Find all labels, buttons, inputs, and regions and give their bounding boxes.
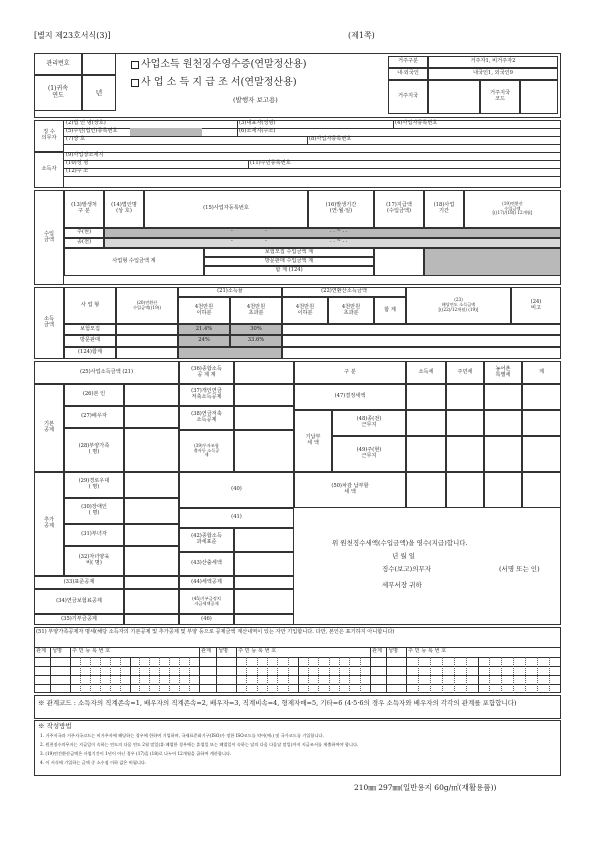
- h16: (16)발생기간 (연·월·일): [308, 190, 374, 228]
- row-ins-amount[interactable]: [116, 324, 178, 335]
- title-receipt: [131, 60, 307, 70]
- mgmt-no-field[interactable]: [82, 53, 116, 75]
- id-digit-divider: [360, 657, 361, 693]
- f5-label: (5)주민(법인)등록번호: [66, 128, 118, 134]
- relation-note: ※ 관계코드 : 소득자의 직계존속=1, 배우자의 직계존속=2, 배우자=3, 직계비속=4, 형제자매=5, 기타=6 (4·5·6의 경우 소득자와 배우자의 각각의 관계를 포함합니다): [38, 699, 517, 707]
- h13: (13)발생처 구 분: [64, 190, 104, 228]
- f48-total[interactable]: [522, 410, 561, 436]
- f29-value[interactable]: [124, 472, 179, 498]
- h17: (17)지급액 (수입금액): [374, 190, 424, 228]
- country-code-field[interactable]: [520, 80, 558, 114]
- f25: (25)사업소득금액 (21): [34, 361, 179, 384]
- country-field[interactable]: [428, 80, 480, 114]
- f42-value[interactable]: [234, 528, 294, 552]
- instructions-title: ※ 작성방법: [38, 722, 72, 730]
- extra-section-label: 추가 공제: [34, 472, 64, 576]
- id-digit-divider: [430, 657, 431, 693]
- tax-office: 세무서장 귀하: [382, 581, 422, 589]
- f34: (34)연금보험료공제: [34, 589, 124, 614]
- f27-value[interactable]: [124, 406, 179, 428]
- f28: (28)부양가족 ( 명): [64, 428, 124, 472]
- calc-section-label: 소득 금액: [34, 287, 64, 359]
- f46: (46): [179, 614, 234, 625]
- f11-label: (11)주민등록번호: [250, 160, 291, 166]
- h20: (20)연환산 수입금액((19)): [116, 287, 178, 324]
- f41: (41): [179, 508, 294, 528]
- f36: (36)종합소득 공 제 계: [179, 361, 234, 384]
- paid-label: 기납부 세 액: [294, 410, 332, 472]
- row-total-label: (124)합계: [64, 347, 116, 359]
- row-main-dash1: -: [231, 228, 233, 234]
- form-id: [별지 제23호서식(3)]: [34, 31, 111, 40]
- f49: (49)주(현) 근무지: [332, 436, 406, 472]
- h18: (18)사업 기간: [424, 190, 464, 228]
- f36-value[interactable]: [234, 361, 294, 384]
- id-digit-divider: [537, 657, 538, 693]
- basic-section-label: 기본 공제: [34, 384, 64, 472]
- id-digit-divider: [277, 657, 278, 693]
- f45-value[interactable]: [234, 589, 294, 614]
- title-report: [131, 78, 297, 88]
- tax-h-farm: 농어촌 특별세: [484, 361, 522, 384]
- dep-col-name-1: 성명: [52, 648, 63, 654]
- f33: (33)표준공제: [34, 576, 124, 589]
- f44-value[interactable]: [234, 576, 294, 589]
- f29: (29)경로우대 ( 명): [64, 472, 124, 498]
- id-digit-divider: [466, 657, 467, 693]
- f50-income[interactable]: [406, 472, 446, 508]
- id-digit-divider: [189, 657, 190, 693]
- f2-label: (2)법 인 명(상호): [66, 120, 106, 126]
- row-sub-dash1: -: [231, 238, 233, 244]
- country-label: 거주지국: [388, 80, 428, 114]
- report-checkbox[interactable]: [131, 79, 139, 87]
- f12-label: (12)주 소: [66, 168, 89, 174]
- f38: (38)연금저축 소득공제: [179, 406, 234, 430]
- f35-value[interactable]: [124, 614, 179, 625]
- id-digit-divider: [478, 657, 479, 693]
- h-type: 사 업 형: [64, 287, 116, 324]
- mgmt-no-label: 관리번호: [34, 53, 82, 75]
- id-digit-divider: [525, 657, 526, 693]
- payer-sign-label: 징수(보고)의무자: [382, 565, 432, 573]
- h19: (19)연환산 수입금액 [((17)/(18)) 12개월]: [464, 190, 561, 228]
- id-digit-divider: [318, 657, 319, 693]
- row-main-dash2: -: [265, 228, 267, 234]
- tax-h-local: 주민세: [446, 361, 484, 384]
- h-sum: 합 계: [374, 297, 406, 324]
- dep-col-id-3: 주 민 등 록 번 호: [408, 648, 447, 654]
- h23: (23) 해당연도 소득금액 [((22)/12개월) (19)]: [406, 287, 511, 324]
- f26-value[interactable]: [124, 384, 179, 406]
- door-rate-b: 33.6%: [230, 335, 282, 347]
- f30-value[interactable]: [124, 498, 179, 524]
- f49-income[interactable]: [406, 436, 446, 472]
- id-digit-divider: [159, 657, 160, 693]
- f42: (42)종합소득 과세표준: [179, 528, 234, 552]
- f35: (35)기부금공제: [34, 614, 124, 625]
- f38-value[interactable]: [234, 406, 294, 430]
- f37: (37)개인연금 저축소득공제: [179, 384, 234, 406]
- id-digit-divider: [110, 657, 111, 693]
- f10-label: (10)성 명: [66, 160, 89, 166]
- f34-value[interactable]: [124, 589, 179, 614]
- f47-farm[interactable]: [484, 384, 522, 410]
- f48-income[interactable]: [406, 410, 446, 436]
- title-report-text: 사 업 소 득 지 급 조 서(연말정산용): [141, 77, 297, 88]
- dep-col-rel-2: 관계: [201, 648, 212, 654]
- id-digit-divider: [349, 657, 350, 693]
- h24: (24) 비고: [511, 287, 561, 324]
- f44: (44)세액공제: [179, 576, 234, 589]
- id-digit-divider: [513, 657, 514, 693]
- f7-label: (7)상 호: [66, 136, 86, 142]
- dep-col-rel-1: 관계: [36, 648, 47, 654]
- id-digit-divider: [442, 657, 443, 693]
- instruction-3: 3. (19)연간환산금액은 사업기간이 1년이 아닌 경우 (17)을 (18)로 나누어 12개월을 곱하여 계산합니다.: [40, 751, 232, 756]
- f5-shaded: [130, 128, 202, 136]
- sign-hint[interactable]: (서명 또는 인): [499, 565, 540, 573]
- dep-col-id-2: 주 민 등 록 번 호: [238, 648, 277, 654]
- f50-farm[interactable]: [484, 472, 522, 508]
- f47-total[interactable]: [522, 384, 561, 410]
- instruction-1: 1. 거주지국과 거주지국코드는 비거주자에 해당하는 경우에 한하여 기입하며, 국제표준화기구(ISO)가 정한 ISO코드를 약어(예:) 및 국가코드를 기입합니다.: [40, 733, 324, 738]
- h21b: 4천만원 초과분: [230, 297, 282, 324]
- door-rate-a: 24%: [178, 335, 230, 347]
- subtitle: (발행자 보고용): [233, 96, 278, 104]
- instruction-4: 4. 이 서식에 기입하는 금액 중 소수점 이하 값은 버립니다.: [40, 760, 147, 765]
- f27: (27)배우자: [64, 406, 124, 428]
- f49-farm[interactable]: [484, 436, 522, 472]
- id-digit-divider: [246, 657, 247, 693]
- tax-h-income: 소득세: [406, 361, 446, 384]
- h22b: 4천만원 초과분: [328, 297, 374, 324]
- sum124-label: 합 계 (124): [204, 266, 374, 276]
- row-sub-dash2: -: [265, 238, 267, 244]
- door-total-label: 방문판매 수입금액 계: [204, 257, 374, 266]
- f48-local[interactable]: [446, 410, 484, 436]
- earner-section-label: 소득자: [34, 152, 64, 188]
- h21: (21)소득율: [178, 287, 282, 297]
- insurance-total-label: 보험모집 수입금액 계: [204, 248, 374, 257]
- id-digit-divider: [100, 657, 101, 693]
- row-sub-label: 종(전): [64, 238, 104, 248]
- income-total-shaded: [424, 248, 561, 276]
- row-ins-label: 보험모집: [64, 324, 116, 335]
- f47-local[interactable]: [446, 384, 484, 410]
- f43: (43)산출세액: [179, 552, 234, 576]
- dependents-note: (51) 부양가족공제자 명세(해당 소득자의 기본공제 및 추가공제 및 부양 등으로 공제금액 계산내역이 있는 자만 기입합니다. 다만, 본인은 표기하지 아니합니다): [36, 629, 395, 635]
- id-digit-divider: [179, 657, 180, 693]
- confirm-text: 위 원천징수세액(수입금액)을 영수(지급)합니다.: [332, 539, 468, 547]
- date-line: 년 월 일: [392, 552, 415, 560]
- f45: (45)기부금정치 자금세액공제: [179, 589, 234, 614]
- row-total-fields[interactable]: [282, 347, 561, 359]
- title-receipt-text: 사업소득 원천징수영수증(연말정산용): [141, 59, 307, 70]
- f31-value[interactable]: [124, 524, 179, 546]
- residence-type-label: 거주구분: [388, 56, 428, 68]
- nationality-value[interactable]: 내국인1, 외국인9: [428, 68, 558, 80]
- f47: (47)결정세액: [294, 384, 406, 410]
- f32-value[interactable]: [124, 546, 179, 576]
- ins-rate-a: 21.4%: [178, 324, 230, 335]
- tax-h-div: 구 분: [294, 361, 406, 384]
- f46-value[interactable]: [234, 614, 294, 625]
- tax-h-total: 계: [522, 361, 561, 384]
- f39: (39)투자조합 출자등 소득공 제: [179, 430, 234, 472]
- row-door-fields[interactable]: [282, 335, 561, 347]
- h15: (15)사업자등록번호: [144, 190, 308, 228]
- dep-col-id-1: 주 민 등 록 번 호: [72, 648, 111, 654]
- f48-farm[interactable]: [484, 410, 522, 436]
- id-digit-divider: [90, 657, 91, 693]
- income-section-label: 수입 금액: [34, 190, 64, 285]
- nationality-label: 내·외국인: [388, 68, 428, 80]
- f28-value[interactable]: [124, 428, 179, 472]
- dep-col-name-2: 성명: [218, 648, 229, 654]
- f6-label: (6)소재지(주소): [239, 128, 276, 134]
- id-digit-divider: [549, 657, 550, 693]
- id-digit-divider: [454, 657, 455, 693]
- f26: (26)본 인: [64, 384, 124, 406]
- f3-label: (3)대표자(성명): [239, 120, 276, 126]
- paper-spec: 210㎜ 297㎜(일반용지 60g/㎡(재활용품)): [354, 783, 497, 792]
- h22a: 4천만원 이하분: [282, 297, 328, 324]
- payer-section-label: 징 수 의무자: [34, 120, 64, 152]
- f8-label: (8)사업자등록번호: [309, 136, 352, 142]
- id-digit-divider: [288, 657, 289, 693]
- instructions-box: [34, 720, 561, 776]
- id-digit-divider: [80, 657, 81, 693]
- h22: (22)연환산소득금액: [282, 287, 406, 297]
- f43-value[interactable]: [234, 552, 294, 576]
- id-digit-divider: [120, 657, 121, 693]
- f4-label: (4)사업자등록번호: [395, 120, 438, 126]
- row-sub-date: . . ~ . .: [330, 238, 348, 244]
- id-digit-divider: [169, 657, 170, 693]
- id-digit-divider: [149, 657, 150, 693]
- row-total-shaded: [178, 347, 282, 359]
- id-digit-divider: [308, 657, 309, 693]
- f30: (30)장애인 ( 명): [64, 498, 124, 524]
- id-digit-divider: [501, 657, 502, 693]
- f39-value[interactable]: [234, 430, 294, 472]
- ins-rate-b: 30%: [230, 324, 282, 335]
- business-total-label: 사업형 수입금액 계: [64, 248, 204, 276]
- country-code-label: 거주지국 코드: [480, 80, 520, 114]
- id-digit-divider: [329, 657, 330, 693]
- dep-col-rel-3: 관계: [372, 648, 383, 654]
- f50-local[interactable]: [446, 472, 484, 508]
- year-field[interactable]: 년: [82, 75, 116, 111]
- id-digit-divider: [489, 657, 490, 693]
- f47-income[interactable]: [406, 384, 446, 410]
- row-ins-fields[interactable]: [282, 324, 561, 335]
- f50: (50)차감 납부할 세 액: [294, 472, 406, 508]
- f33-value[interactable]: [124, 576, 179, 589]
- id-digit-divider: [139, 657, 140, 693]
- h21a: 4천만원 이하분: [178, 297, 230, 324]
- row-total-amount[interactable]: [116, 347, 178, 359]
- f32: (32)자녀양육 비( 명): [64, 546, 124, 576]
- dep-col-name-3: 성명: [388, 648, 399, 654]
- residence-type-value[interactable]: 거주자1, 비거주자2: [428, 56, 558, 68]
- year-label: (1)귀속 연도: [34, 75, 82, 111]
- f49-total[interactable]: [522, 436, 561, 472]
- f31: (31)부녀자: [64, 524, 124, 546]
- receipt-checkbox[interactable]: [131, 61, 139, 69]
- f37-value[interactable]: [234, 384, 294, 406]
- row-door-label: 방문판매: [64, 335, 116, 347]
- income-total-value[interactable]: [374, 248, 424, 276]
- id-digit-divider: [130, 657, 131, 693]
- instruction-2: 2. 원천징수의무자는 지급일이 속하는 연도의 다음 연도 2월 말일(휴·폐업한 경우에는 휴업일 또는 폐업일이 속하는 달의 다음 다음달 말일)까지 지급조서를 제출하여야 합니다.: [40, 742, 359, 747]
- f49-local[interactable]: [446, 436, 484, 472]
- f9-label: (9)사업장소재지: [66, 152, 104, 158]
- f48: (48)종(전) 근무지: [332, 410, 406, 436]
- id-digit-divider: [257, 657, 258, 693]
- id-digit-divider: [339, 657, 340, 693]
- id-digit-divider: [298, 657, 299, 693]
- id-digit-divider: [418, 657, 419, 693]
- f40: (40): [179, 472, 294, 508]
- row-main-label: 주(현): [64, 228, 104, 238]
- h14: (14)법인명 (상 호): [104, 190, 144, 228]
- id-digit-divider: [267, 657, 268, 693]
- page-indicator: (제1쪽): [348, 31, 375, 40]
- row-door-amount[interactable]: [116, 335, 178, 347]
- f50-total[interactable]: [522, 472, 561, 508]
- row-main-date: . . ~ . .: [330, 228, 348, 234]
